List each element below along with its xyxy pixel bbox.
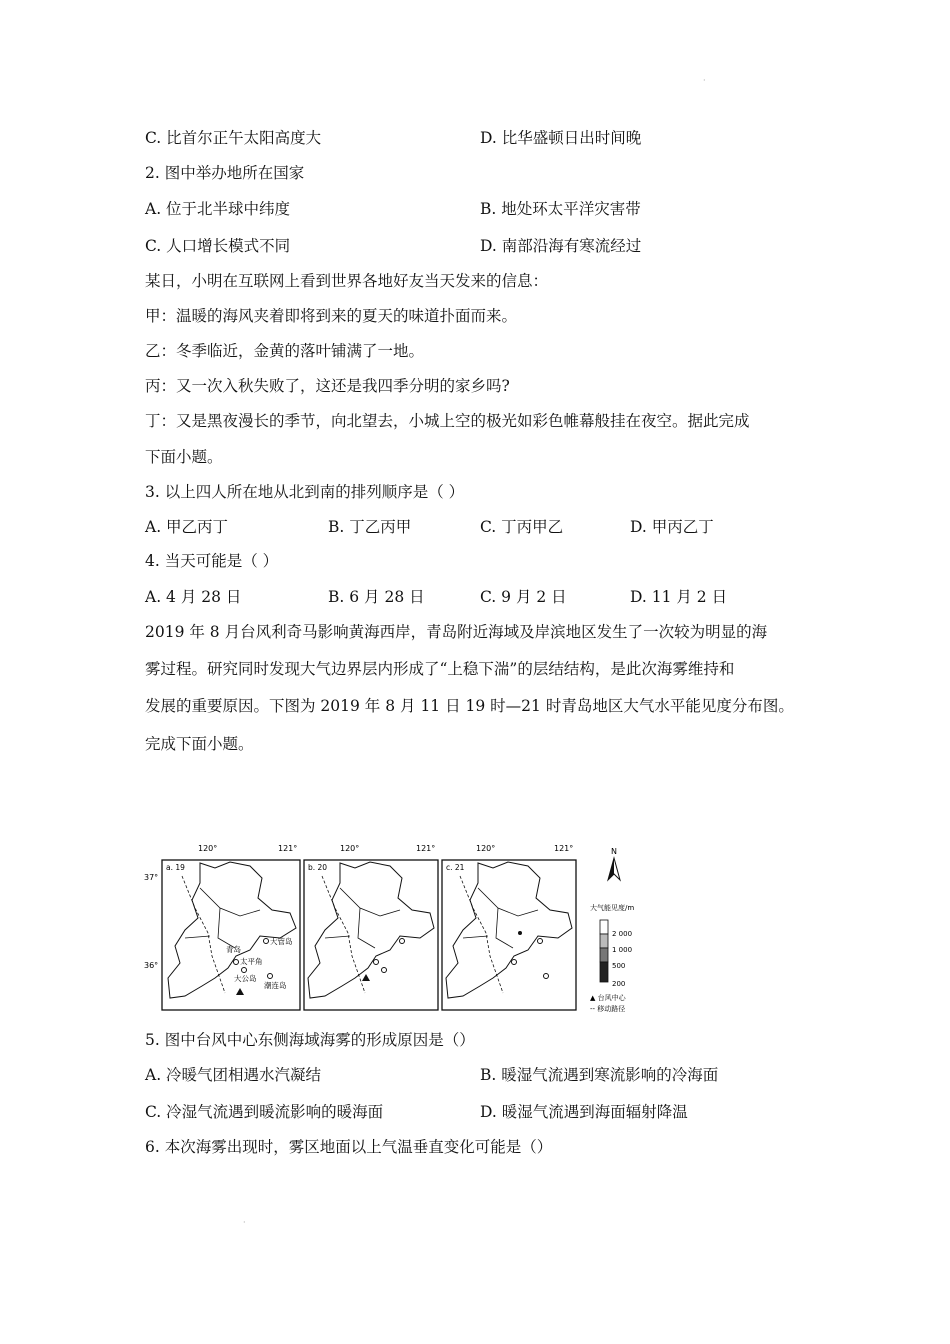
panel-a-dagongdao: 大公岛 <box>234 974 257 983</box>
q3-option-c: C. 丁丙甲乙 <box>480 518 564 536</box>
panel-b-island-3 <box>382 968 387 973</box>
q5-option-b: B. 暖湿气流遇到寒流影响的冷海面 <box>480 1066 719 1084</box>
passage1-bing: 丙：又一次入秋失败了，这还是我四季分明的家乡吗? <box>145 377 510 395</box>
q2-stem: 2. 图中举办地所在国家 <box>145 164 305 182</box>
q4-option-b: B. 6 月 28 日 <box>328 588 425 606</box>
panel-b <box>304 844 438 1010</box>
q4-option-c: C. 9 月 2 日 <box>480 588 567 606</box>
panel-a-dagongdao-marker <box>242 968 247 973</box>
q4-option-d: D. 11 月 2 日 <box>630 588 728 606</box>
panel-c-lon-121: 121° <box>554 844 574 853</box>
legend-1000: 1 000 <box>612 946 633 954</box>
panel-c-typhoon-center <box>518 931 522 935</box>
panel-b-lon-121: 121° <box>416 844 436 853</box>
q2-option-c: C. 人口增长模式不同 <box>145 237 291 255</box>
panel-a-qingdao: 青岛 <box>226 945 241 954</box>
panel-a-dagudao: 大管岛 <box>270 937 293 946</box>
q2-option-d: D. 南部沿海有寒流经过 <box>480 237 642 255</box>
legend-swatch-1000 <box>600 934 608 948</box>
passage1-ding-2: 下面小题。 <box>145 448 223 466</box>
q3-option-b: B. 丁乙丙甲 <box>328 518 412 536</box>
panel-a-taipingjiao: 太平角 <box>240 957 263 966</box>
panel-a-boundaries <box>185 888 260 948</box>
q6-stem: 6. 本次海雾出现时，雾区地面以上气温垂直变化可能是（） <box>145 1138 553 1156</box>
panel-a-typhoon-center <box>236 988 244 995</box>
panel-b-island-2 <box>374 960 379 965</box>
legend-swatch-2000 <box>600 920 608 934</box>
legend-swatch-200 <box>600 962 608 982</box>
panel-c-boundaries <box>463 888 538 948</box>
legend-500: 500 <box>612 962 626 970</box>
panel-a-taipingjiao-marker <box>234 960 239 965</box>
panel-c-island-3 <box>544 974 549 979</box>
q1-option-c: C. 比首尔正午太阳高度大 <box>145 129 322 147</box>
panel-a-chaoliandao: 潮连岛 <box>264 981 287 990</box>
panel-a-chaoliandao-marker <box>268 974 273 979</box>
north-label: N <box>611 847 617 856</box>
passage2-line1: 2019 年 8 月台风利奇马影响黄海西岸，青岛附近海域及岸滨地区发生了一次较为明显的海 <box>145 623 768 641</box>
legend-path: -- 移动路径 <box>590 1005 626 1013</box>
legend-swatch-500 <box>600 948 608 962</box>
panel-b-label: b. 20 <box>308 863 328 872</box>
panel-a-dagudao-marker <box>264 939 269 944</box>
q5-option-a: A. 冷暖气团相遇水汽凝结 <box>145 1066 322 1084</box>
q5-option-d: D. 暖湿气流遇到海面辐射降温 <box>480 1103 688 1121</box>
q4-option-a: A. 4 月 28 日 <box>145 588 242 606</box>
scan-dot-bottom: · <box>243 1218 246 1227</box>
panel-b-island-1 <box>400 939 405 944</box>
legend-typhoon-center: ▲ 台风中心 <box>590 994 626 1002</box>
panel-b-lon-120: 120° <box>340 844 360 853</box>
q3-stem: 3. 以上四人所在地从北到南的排列顺序是（ ） <box>145 483 465 501</box>
panel-c-label: c. 21 <box>446 863 465 872</box>
panel-b-boundaries <box>325 888 400 948</box>
passage1-jia: 甲：温暖的海风夹着即将到来的夏天的味道扑面而来。 <box>145 307 518 325</box>
panel-a <box>144 844 300 1010</box>
panel-a-label: a. 19 <box>166 863 185 872</box>
panel-c-island-1 <box>538 939 543 944</box>
panel-b-frame <box>304 860 438 1010</box>
q3-option-a: A. 甲乙丙丁 <box>145 518 229 536</box>
panel-c-lon-120: 120° <box>476 844 496 853</box>
legend-title: 大气能见度/m <box>590 904 635 912</box>
visibility-map-figure <box>140 838 640 1018</box>
visibility-map-svg <box>140 838 640 1018</box>
lat-36-label: 36° <box>144 961 159 970</box>
legend-200: 200 <box>612 980 626 988</box>
panel-a-lon-121: 121° <box>278 844 298 853</box>
panel-c-island-2 <box>512 960 517 965</box>
panel-c <box>442 844 576 1010</box>
panel-a-lon-120: 120° <box>198 844 218 853</box>
legend-2000: 2 000 <box>612 930 633 938</box>
passage2-line2: 雾过程。研究同时发现大气边界层内形成了“上稳下湍”的层结结构，是此次海雾维持和 <box>145 660 735 678</box>
passage2-line4: 完成下面小题。 <box>145 735 254 753</box>
panel-b-coastline <box>308 862 434 998</box>
passage1-ding-1: 丁：又是黑夜漫长的季节，向北望去，小城上空的极光如彩色帷幕般挂在夜空。据此完成 <box>145 412 750 430</box>
passage2-line3: 发展的重要原因。下图为 2019 年 8 月 11 日 19 时—21 时青岛地区大气水平能见度分布图。 <box>145 697 794 715</box>
panel-c-coastline <box>446 862 572 998</box>
map-legend <box>590 847 634 1013</box>
scan-dot-top: · <box>703 76 706 85</box>
panel-c-frame <box>442 860 576 1010</box>
q1-option-d: D. 比华盛顿日出时间晚 <box>480 129 642 147</box>
q4-stem: 4. 当天可能是（ ） <box>145 552 279 570</box>
q3-option-d: D. 甲丙乙丁 <box>630 518 714 536</box>
panel-a-coastline <box>168 862 296 998</box>
q2-option-b: B. 地处环太平洋灾害带 <box>480 200 641 218</box>
q5-option-c: C. 冷湿气流遇到暖流影响的暖海面 <box>145 1103 384 1121</box>
passage1-yi: 乙：冬季临近，金黄的落叶铺满了一地。 <box>145 342 425 360</box>
panel-b-typhoon-center <box>362 974 370 981</box>
lat-37-label: 37° <box>144 873 159 882</box>
passage1-intro: 某日，小明在互联网上看到世界各地好友当天发来的信息： <box>145 272 549 290</box>
q5-stem: 5. 图中台风中心东侧海域海雾的形成原因是（） <box>145 1031 475 1049</box>
q2-option-a: A. 位于北半球中纬度 <box>145 200 291 218</box>
